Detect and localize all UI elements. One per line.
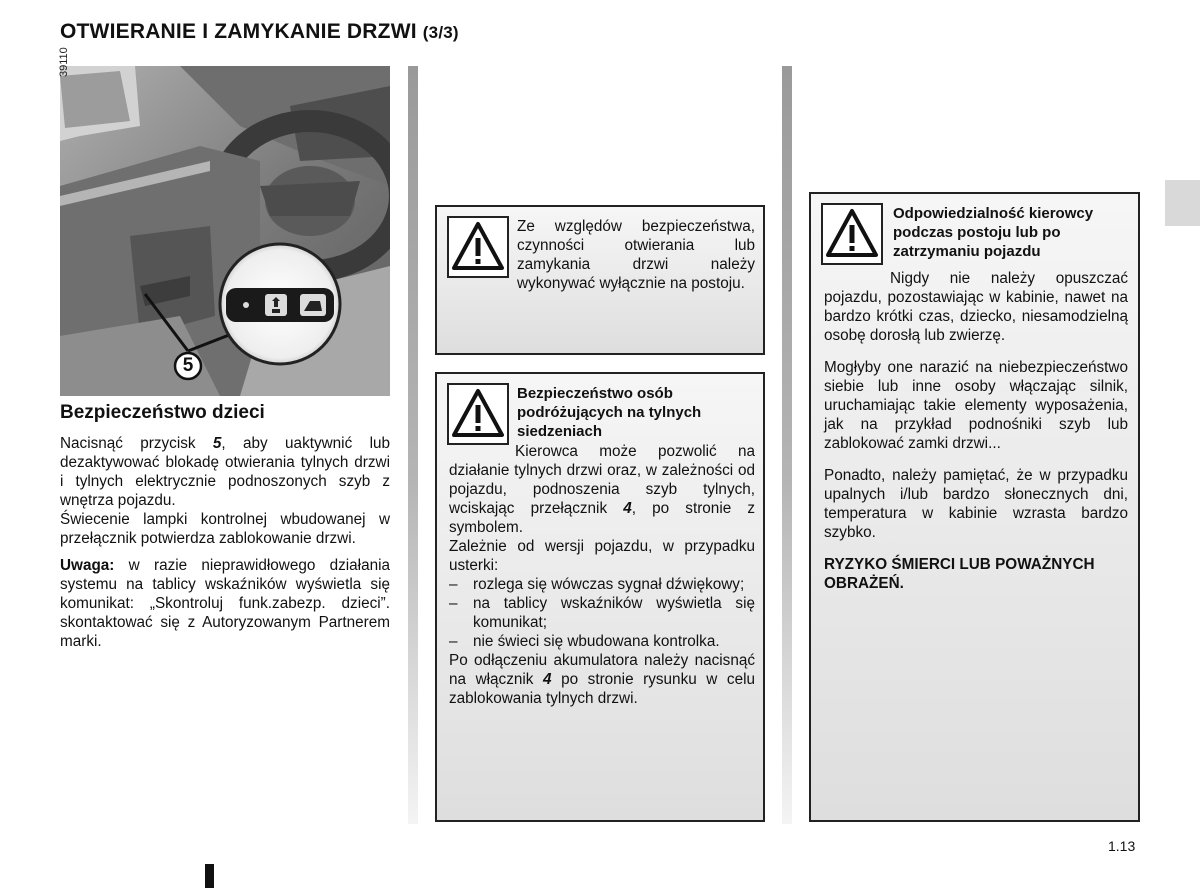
text-segment: , po stronie z symbolem. [449,500,756,536]
section-tab-marker [1165,180,1200,226]
text-segment: Kierowca może pozwolić na działanie tylnych drzwi oraz, w zależności od pojazdu, podnoszenia szyb tylnych, wciskając przełącznik [449,443,755,517]
door-panel-illustration [60,66,390,396]
paragraph-note [60,556,390,651]
do-not-leave-text: Nigdy nie należy opuszczać pojazdu, pozostawiając w kabinie, nawet na bardzo krótki czas, dziecko, niesamodzielną osobę dorosłą lub zwierzę. [824,270,1128,344]
note-label: Uwaga: [60,557,115,574]
reference-number: 4 [623,500,632,517]
malfunction-note [60,556,390,651]
column-divider-right [782,66,792,824]
list-item [449,575,755,594]
list-item [449,632,755,651]
text-segment: po stronie rysunku w celu zablokowania tylnych drzwi. [449,671,755,707]
warning-body [824,269,1128,593]
battery-note [449,651,755,708]
warning-heading: Odpowiedzialność kierowcy podczas postoju lub po zatrzymaniu pojazdu [893,205,1094,260]
text-segment: Nacisnąć przycisk [60,435,213,452]
callout-number: 5 [182,355,194,376]
page-title-text: OTWIERANIE I ZAMYKANIE DRZWI [60,20,417,43]
warning-triangle-icon [447,216,509,278]
warning-heading: Bezpieczeństwo osób podróżujących na tylnych siedzeniach [517,385,702,440]
warning-triangle-icon [821,203,883,265]
warning-box-driver-responsibility [809,192,1140,822]
text-segment: Po odłączeniu akumulatora należy nacisnąć na włącznik [449,652,755,688]
risk-warning: RYZYKO ŚMIERCI LUB POWAŻNYCH OBRAŻEŃ. [824,556,1095,592]
page-part-indicator: (3/3) [422,23,459,42]
child-lock-instruction [60,434,390,510]
section-heading: Bezpieczeństwo dzieci [60,402,265,423]
list-item [449,594,755,632]
paragraph-child-lock [60,434,390,548]
page-title [60,20,459,44]
heat-text: Ponadto, należy pamiętać, że w przypadku upalnych i/lub bardzo słonecznych dni, temperatura w kabinie wzrasta bardzo szybko. [824,467,1128,541]
list-dash: – [449,576,458,593]
crop-mark [205,864,214,888]
indicator-light-note: Świecenie lampki kontrolnej wbudowanej w przełącznik potwierdza zablokowanie drzwi. [60,511,390,547]
text-segment: , aby uaktywnić lub dezaktywować blokadę otwierania tylnych drzwi i tylnych elektrycznie podnoszonych szyb z wnętrza pojazdu. [60,435,390,509]
list-dash: – [449,595,458,612]
warning-text: Ze względów bezpieczeństwa, czynności otwierania lub zamykania drzwi należy wykonywać wyłącznie na postoju. [517,218,755,292]
reference-number: 4 [542,671,552,688]
figure-code: 39110 [58,47,70,77]
fault-intro: Zależnie od wersji pojazdu, w przypadku usterki: [449,538,755,574]
list-item-text: nie świeci się wbudowana kontrolka. [473,633,720,650]
danger-text: Mogłyby one narazić na niebezpieczeństwo siebie lub inne osoby włączając silnik, uruchamiając takie elementy wyposażenia, jak na przykład podnośniki szyb lub zablokować zamki drzwi... [824,359,1128,452]
driver-permission-text [449,442,755,537]
column-divider-left [408,66,418,824]
warning-triangle-icon [447,383,509,445]
warning-box-rear-passengers [435,372,765,822]
list-item-text: na tablicy wskaźników wyświetla się komunikat; [473,595,755,631]
page-number: 1.13 [1108,838,1136,854]
reference-number: 5 [212,435,222,452]
list-item-text: rozlega się wówczas sygnał dźwiękowy; [473,576,745,593]
warning-box-safety [435,205,765,355]
text-segment: w razie nieprawidłowego działania systemu na tablicy wskaźników wyświetla się komunikat: „Skontroluj funk.zabezp. dzieci”. skontaktować się z Autoryzowanym Partnerem marki. [60,557,390,650]
warning-body [449,442,755,708]
door-panel-photo [60,66,390,396]
list-dash: – [449,633,458,650]
